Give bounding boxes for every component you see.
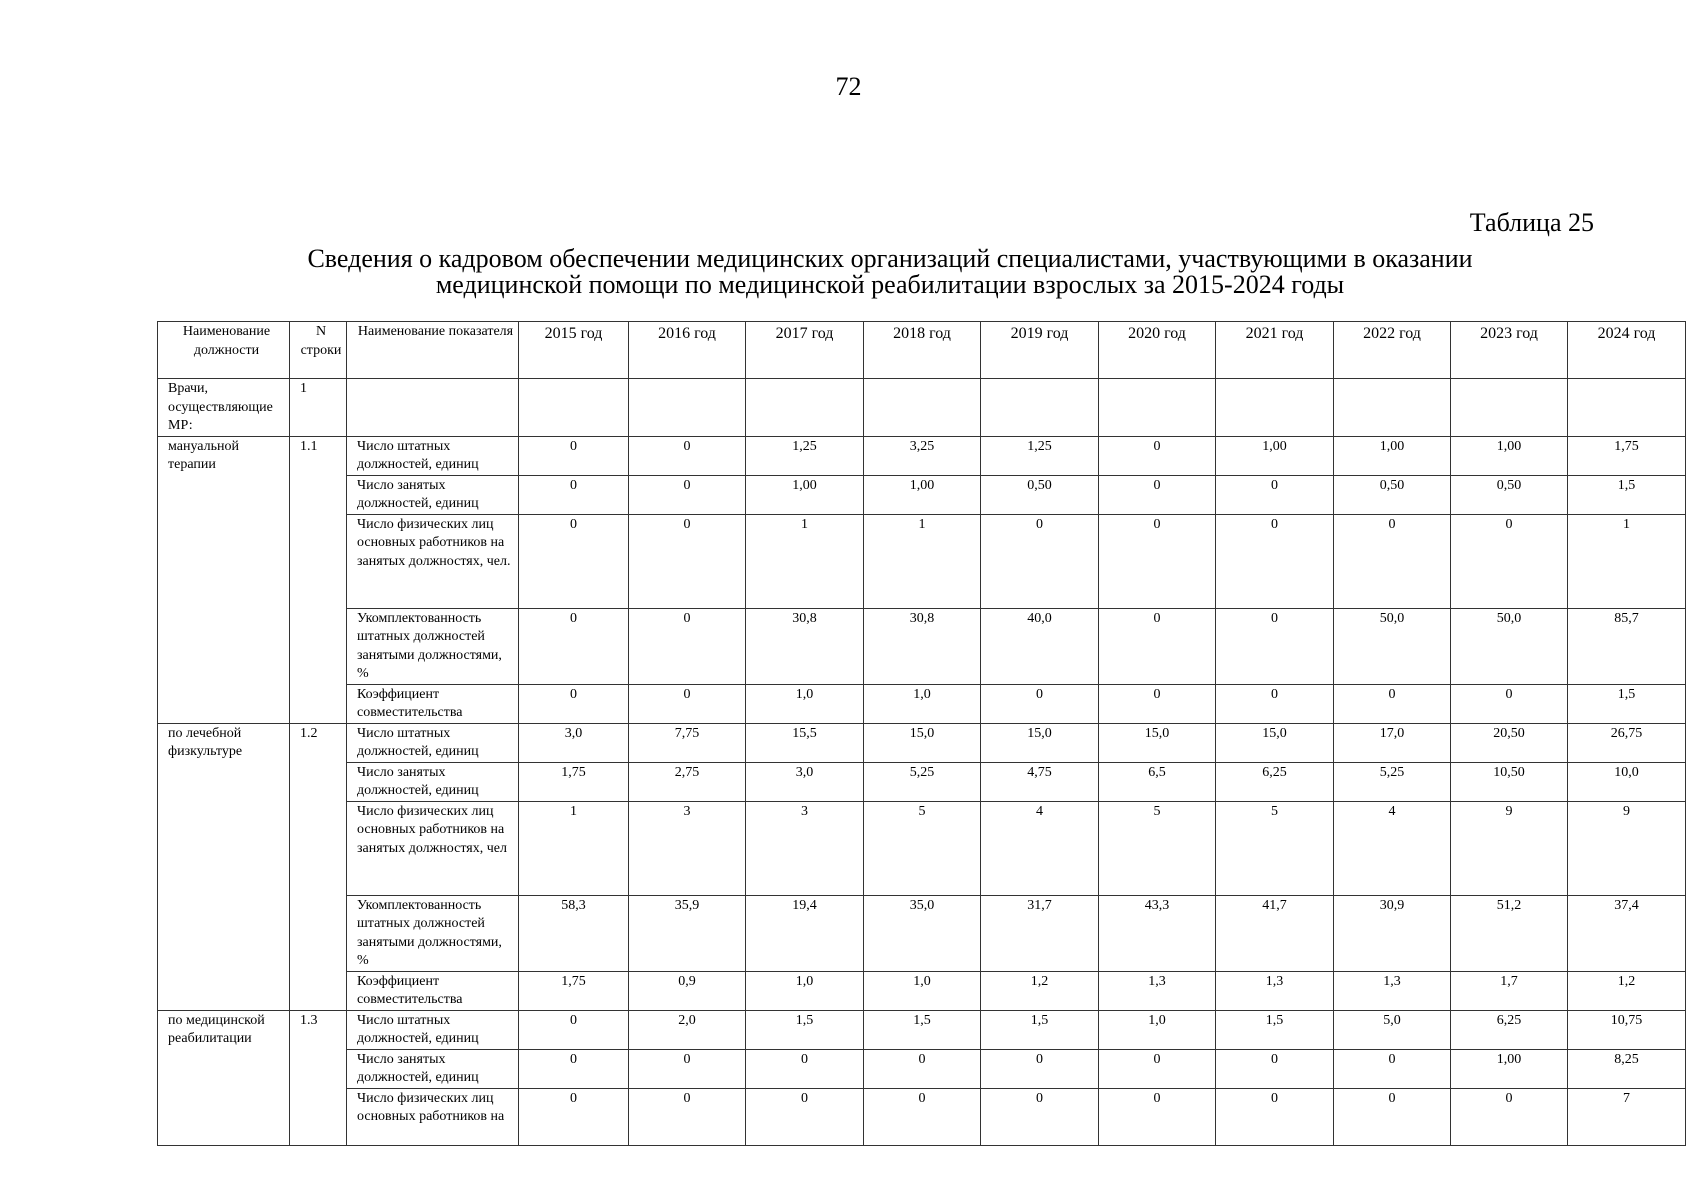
position-cell: Врачи, осуществляющие МР: bbox=[158, 379, 290, 437]
value-cell bbox=[1216, 379, 1334, 437]
value-cell: 0 bbox=[1099, 1049, 1216, 1088]
value-cell: 1,25 bbox=[746, 436, 864, 475]
value-cell: 1 bbox=[746, 514, 864, 608]
value-cell: 0 bbox=[519, 1010, 629, 1049]
title-line-2: медицинской помощи по медицинской реабилитации взрослых за 2015-2024 годы bbox=[435, 270, 1345, 299]
table-row bbox=[158, 1010, 1686, 1049]
value-cell: 5 bbox=[1099, 801, 1216, 895]
indicator-cell: Число физических лиц основных работников на занятых должностях, чел bbox=[347, 801, 519, 895]
value-cell: 15,5 bbox=[746, 723, 864, 762]
value-cell: 0 bbox=[519, 608, 629, 684]
table-row bbox=[158, 895, 1686, 971]
value-cell: 1,0 bbox=[1099, 1010, 1216, 1049]
value-cell: 35,9 bbox=[629, 895, 746, 971]
value-cell: 5,0 bbox=[1334, 1010, 1451, 1049]
indicator-cell: Число штатных должностей, единиц bbox=[347, 436, 519, 475]
value-cell: 50,0 bbox=[1451, 608, 1568, 684]
value-cell bbox=[864, 379, 981, 437]
value-cell: 0 bbox=[746, 1088, 864, 1145]
table-row bbox=[158, 723, 1686, 762]
value-cell: 1,2 bbox=[981, 971, 1099, 1010]
value-cell: 1,5 bbox=[1568, 684, 1686, 723]
value-cell: 30,9 bbox=[1334, 895, 1451, 971]
indicator-cell: Число занятых должностей, единиц bbox=[347, 762, 519, 801]
table-row bbox=[158, 1088, 1686, 1145]
value-cell: 0 bbox=[1451, 684, 1568, 723]
value-cell: 1 bbox=[864, 514, 981, 608]
header-year: 2021 год bbox=[1216, 322, 1334, 379]
value-cell: 0,9 bbox=[629, 971, 746, 1010]
value-cell: 0 bbox=[1451, 1088, 1568, 1145]
row-number-cell: 1.3 bbox=[290, 1010, 347, 1145]
value-cell: 0 bbox=[1216, 1088, 1334, 1145]
value-cell: 5 bbox=[864, 801, 981, 895]
value-cell bbox=[1099, 379, 1216, 437]
value-cell: 15,0 bbox=[981, 723, 1099, 762]
value-cell: 0 bbox=[1216, 475, 1334, 514]
value-cell: 0 bbox=[519, 475, 629, 514]
page-number: 72 bbox=[835, 72, 862, 101]
value-cell: 0 bbox=[981, 1088, 1099, 1145]
value-cell: 0 bbox=[519, 1088, 629, 1145]
value-cell: 35,0 bbox=[864, 895, 981, 971]
value-cell: 0 bbox=[519, 514, 629, 608]
value-cell: 40,0 bbox=[981, 608, 1099, 684]
header-year: 2023 год bbox=[1451, 322, 1568, 379]
value-cell: 1,3 bbox=[1099, 971, 1216, 1010]
row-number-cell: 1 bbox=[290, 379, 347, 437]
header-year: 2022 год bbox=[1334, 322, 1451, 379]
value-cell: 4 bbox=[1334, 801, 1451, 895]
value-cell: 0 bbox=[1216, 514, 1334, 608]
value-cell: 1,0 bbox=[864, 971, 981, 1010]
value-cell: 0 bbox=[1334, 514, 1451, 608]
value-cell: 41,7 bbox=[1216, 895, 1334, 971]
header-year: 2016 год bbox=[629, 322, 746, 379]
indicator-cell: Коэффициент совместительства bbox=[347, 684, 519, 723]
value-cell: 0 bbox=[1451, 514, 1568, 608]
indicator-cell: Число занятых должностей, единиц bbox=[347, 1049, 519, 1088]
value-cell: 4 bbox=[981, 801, 1099, 895]
value-cell bbox=[1451, 379, 1568, 437]
value-cell: 0 bbox=[981, 1049, 1099, 1088]
value-cell: 1,00 bbox=[746, 475, 864, 514]
value-cell bbox=[629, 379, 746, 437]
value-cell: 1,5 bbox=[1216, 1010, 1334, 1049]
value-cell: 0 bbox=[629, 608, 746, 684]
indicator-cell: Число штатных должностей, единиц bbox=[347, 1010, 519, 1049]
value-cell: 6,5 bbox=[1099, 762, 1216, 801]
value-cell: 0 bbox=[519, 1049, 629, 1088]
indicator-cell: Число занятых должностей, единиц bbox=[347, 475, 519, 514]
table-row bbox=[158, 801, 1686, 895]
value-cell: 4,75 bbox=[981, 762, 1099, 801]
value-cell: 1,75 bbox=[519, 971, 629, 1010]
value-cell: 1,00 bbox=[1451, 436, 1568, 475]
position-cell: мануальной терапии bbox=[158, 436, 290, 723]
position-cell: по медицинской реабилитации bbox=[158, 1010, 290, 1145]
value-cell: 1,7 bbox=[1451, 971, 1568, 1010]
value-cell: 1,5 bbox=[1568, 475, 1686, 514]
value-cell: 15,0 bbox=[1216, 723, 1334, 762]
header-year: 2024 год bbox=[1568, 322, 1686, 379]
value-cell: 0 bbox=[1334, 1088, 1451, 1145]
table-row bbox=[158, 475, 1686, 514]
value-cell: 7,75 bbox=[629, 723, 746, 762]
value-cell: 3 bbox=[629, 801, 746, 895]
header-row-number: N строки bbox=[290, 322, 347, 379]
value-cell: 1,0 bbox=[746, 684, 864, 723]
value-cell: 0 bbox=[1099, 436, 1216, 475]
table-row bbox=[158, 1049, 1686, 1088]
table-row bbox=[158, 684, 1686, 723]
value-cell: 0 bbox=[1099, 608, 1216, 684]
value-cell: 30,8 bbox=[864, 608, 981, 684]
value-cell: 3,0 bbox=[519, 723, 629, 762]
row-number-cell: 1.2 bbox=[290, 723, 347, 1010]
value-cell: 1 bbox=[519, 801, 629, 895]
value-cell bbox=[981, 379, 1099, 437]
value-cell: 1,0 bbox=[746, 971, 864, 1010]
value-cell: 1,25 bbox=[981, 436, 1099, 475]
value-cell: 0 bbox=[1099, 684, 1216, 723]
value-cell: 3 bbox=[746, 801, 864, 895]
value-cell: 1,0 bbox=[864, 684, 981, 723]
value-cell: 1,00 bbox=[1334, 436, 1451, 475]
value-cell: 37,4 bbox=[1568, 895, 1686, 971]
header-year: 2018 год bbox=[864, 322, 981, 379]
table-label: Таблица 25 bbox=[1469, 208, 1594, 237]
value-cell: 0 bbox=[629, 475, 746, 514]
table-header-row bbox=[158, 322, 1686, 379]
value-cell: 0 bbox=[629, 1088, 746, 1145]
value-cell: 10,0 bbox=[1568, 762, 1686, 801]
value-cell: 5,25 bbox=[1334, 762, 1451, 801]
value-cell: 0 bbox=[629, 514, 746, 608]
value-cell: 0 bbox=[1099, 1088, 1216, 1145]
value-cell: 1,3 bbox=[1216, 971, 1334, 1010]
value-cell: 1,5 bbox=[864, 1010, 981, 1049]
indicator-cell: Укомплектованность штатных должностей занятыми должностями, % bbox=[347, 895, 519, 971]
row-number-cell: 1.1 bbox=[290, 436, 347, 723]
table-row bbox=[158, 762, 1686, 801]
value-cell: 10,75 bbox=[1568, 1010, 1686, 1049]
value-cell: 26,75 bbox=[1568, 723, 1686, 762]
value-cell: 1,00 bbox=[1451, 1049, 1568, 1088]
indicator-cell: Число физических лиц основных работников на занятых должностях, чел. bbox=[347, 514, 519, 608]
header-year: 2019 год bbox=[981, 322, 1099, 379]
value-cell: 6,25 bbox=[1451, 1010, 1568, 1049]
value-cell: 6,25 bbox=[1216, 762, 1334, 801]
document-title bbox=[180, 246, 1600, 298]
value-cell: 0 bbox=[1099, 475, 1216, 514]
value-cell: 5 bbox=[1216, 801, 1334, 895]
value-cell: 17,0 bbox=[1334, 723, 1451, 762]
value-cell: 1,2 bbox=[1568, 971, 1686, 1010]
value-cell: 5,25 bbox=[864, 762, 981, 801]
value-cell: 0 bbox=[1099, 514, 1216, 608]
value-cell: 0 bbox=[981, 514, 1099, 608]
value-cell: 15,0 bbox=[1099, 723, 1216, 762]
value-cell: 9 bbox=[1451, 801, 1568, 895]
value-cell: 7 bbox=[1568, 1088, 1686, 1145]
value-cell: 85,7 bbox=[1568, 608, 1686, 684]
header-position: Наименование должности bbox=[158, 322, 290, 379]
indicator-cell: Укомплектованность штатных должностей занятыми должностями, % bbox=[347, 608, 519, 684]
value-cell: 1,5 bbox=[746, 1010, 864, 1049]
value-cell: 20,50 bbox=[1451, 723, 1568, 762]
value-cell: 10,50 bbox=[1451, 762, 1568, 801]
value-cell: 0 bbox=[629, 436, 746, 475]
value-cell: 0 bbox=[864, 1049, 981, 1088]
header-indicator: Наименование показателя bbox=[347, 322, 519, 379]
table-row bbox=[158, 608, 1686, 684]
value-cell: 8,25 bbox=[1568, 1049, 1686, 1088]
value-cell: 0 bbox=[629, 684, 746, 723]
value-cell bbox=[519, 379, 629, 437]
staffing-table bbox=[157, 321, 1686, 1146]
value-cell: 15,0 bbox=[864, 723, 981, 762]
header-year: 2017 год bbox=[746, 322, 864, 379]
value-cell: 1,00 bbox=[864, 475, 981, 514]
value-cell: 0,50 bbox=[1451, 475, 1568, 514]
value-cell: 19,4 bbox=[746, 895, 864, 971]
value-cell: 0 bbox=[519, 684, 629, 723]
value-cell: 1 bbox=[1568, 514, 1686, 608]
value-cell: 2,0 bbox=[629, 1010, 746, 1049]
value-cell: 1,75 bbox=[1568, 436, 1686, 475]
table-row bbox=[158, 514, 1686, 608]
value-cell: 0 bbox=[981, 684, 1099, 723]
indicator-cell: Число физических лиц основных работников на bbox=[347, 1088, 519, 1145]
value-cell bbox=[1568, 379, 1686, 437]
header-year: 2020 год bbox=[1099, 322, 1216, 379]
value-cell: 0 bbox=[1334, 1049, 1451, 1088]
table-row bbox=[158, 436, 1686, 475]
table-row bbox=[158, 971, 1686, 1010]
indicator-cell: Коэффициент совместительства bbox=[347, 971, 519, 1010]
value-cell: 3,25 bbox=[864, 436, 981, 475]
value-cell: 0 bbox=[519, 436, 629, 475]
value-cell: 0 bbox=[629, 1049, 746, 1088]
table-row bbox=[158, 379, 1686, 437]
value-cell: 0 bbox=[1334, 684, 1451, 723]
value-cell: 0 bbox=[1216, 1049, 1334, 1088]
value-cell bbox=[1334, 379, 1451, 437]
value-cell: 0,50 bbox=[1334, 475, 1451, 514]
value-cell: 2,75 bbox=[629, 762, 746, 801]
value-cell: 43,3 bbox=[1099, 895, 1216, 971]
value-cell: 51,2 bbox=[1451, 895, 1568, 971]
title-line-1: Сведения о кадровом обеспечении медицинских организаций специалистами, участвующими в оказании bbox=[307, 244, 1473, 273]
value-cell: 0 bbox=[1216, 608, 1334, 684]
value-cell: 9 bbox=[1568, 801, 1686, 895]
value-cell: 1,5 bbox=[981, 1010, 1099, 1049]
value-cell: 1,00 bbox=[1216, 436, 1334, 475]
value-cell: 58,3 bbox=[519, 895, 629, 971]
value-cell: 0 bbox=[864, 1088, 981, 1145]
header-year: 2015 год bbox=[519, 322, 629, 379]
value-cell: 1,3 bbox=[1334, 971, 1451, 1010]
indicator-cell: Число штатных должностей, единиц bbox=[347, 723, 519, 762]
value-cell: 50,0 bbox=[1334, 608, 1451, 684]
value-cell: 31,7 bbox=[981, 895, 1099, 971]
value-cell: 0 bbox=[1216, 684, 1334, 723]
value-cell: 0,50 bbox=[981, 475, 1099, 514]
value-cell: 1,75 bbox=[519, 762, 629, 801]
position-cell: по лечебной физкультуре bbox=[158, 723, 290, 1010]
value-cell bbox=[746, 379, 864, 437]
value-cell: 3,0 bbox=[746, 762, 864, 801]
value-cell: 30,8 bbox=[746, 608, 864, 684]
indicator-cell bbox=[347, 379, 519, 437]
value-cell: 0 bbox=[746, 1049, 864, 1088]
